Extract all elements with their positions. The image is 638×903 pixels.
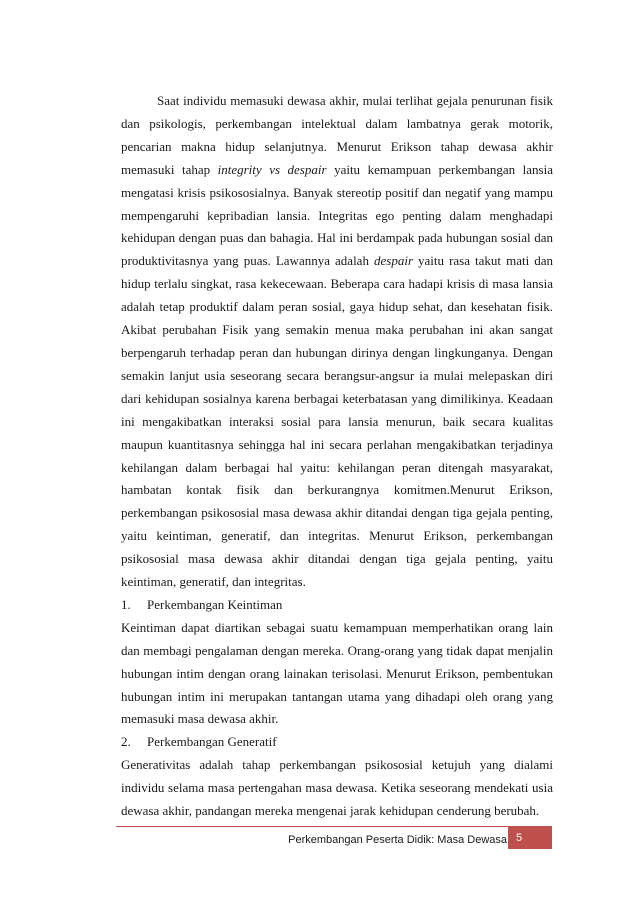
paragraph-text: yaitu rasa takut mati dan hidup terlalu singkat, rasa kekecewaan. Beberapa cara hadapi krisis di masa lansia adalah tetap produktif dalam peran sosial, gaya hidup sehat, dan kesehatan fisik. Akibat perubahan Fisik yang semakin menua maka perubahan ini akan sangat berpengaruh terhadap peran dan hubungan dirinya dengan lingkunganya. Dengan semakin lanjut usia seseorang secara berangsur-angsur ia mulai melepaskan diri dari kehidupan sosialnya karena berbagai keterbatasan yang dimilikinya. Keadaan ini mengakibatkan interaksi sosial para lansia menurun, baik secara kualitas maupun kuantitasnya sehingga hal ini secara perlahan mengakibatkan terjadinya kehilangan dalam berbagai hal yaitu: kehilangan peran ditengah masyarakat, hambatan kontak fisik dan berkurangnya komitmen.Menurut Erikson, perkembangan psikososial masa dewasa akhir ditandai dengan tiga gejala penting, yaitu keintiman, generatif, dan integritas. Menurut Erikson, perkembangan psikososial masa dewasa akhir ditandai dengan tiga gejala penting, yaitu keintiman, generatif, dan integritas. — [121, 253, 553, 590]
paragraph-intro — [121, 90, 553, 594]
section-title: Perkembangan Generatif — [147, 734, 277, 750]
section-heading-generatif — [121, 731, 553, 754]
italic-term-integrity-vs-despair: integrity vs despair — [217, 161, 327, 177]
italic-term-despair: despair — [374, 253, 413, 269]
section-number: 1. — [121, 596, 131, 612]
section-number: 2. — [121, 734, 131, 750]
footer-divider — [116, 826, 552, 827]
paragraph-keintiman: Keintiman dapat diartikan sebagai suatu kemampuan memperhatikan orang lain dan membagi pengalaman dengan mereka. Orang-orang yang tidak dapat menjalin hubungan intim dengan orang lainakan terisolasi. Menurut Erikson, pembentukan hubungan intim ini merupakan tantangan utama yang dihadapi oleh orang yang memasuki masa dewasa akhir. — [121, 619, 553, 727]
paragraph-text: Saat individu memasuki dewasa akhir, mulai terlihat gejala penurunan fisik dan psikologis, perkembangan intelektual dalam lambatnya gerak motorik, pencarian makna hidup selanjutnya. Menurut Erikson tahap dewasa akhir memasuki tahap — [121, 93, 553, 177]
page-number: 5 — [516, 832, 523, 844]
document-body — [121, 90, 553, 823]
page-number-badge — [508, 827, 552, 849]
section-heading-keintiman — [121, 594, 553, 617]
paragraph-generatif: Generativitas adalah tahap perkembangan psikososial ketujuh yang dialami individu selama masa pertengahan masa dewasa. Ketika seseorang mendekati usia dewasa akhir, pandangan mereka mengenai jarak kehidupan cenderung berubah. — [121, 757, 553, 819]
footer-title: Perkembangan Peserta Didik: Masa Dewasa — [288, 834, 507, 846]
section-title: Perkembangan Keintiman — [147, 596, 283, 612]
paragraph-text: yaitu kemampuan perkembangan lansia mengatasi krisis psikososialnya. Banyak stereotip positif dan negatif yang mampu mempengaruhi kepribadian lansia. Integritas ego penting dalam menghadapi kehidupan dengan puas dan bahagia. Hal ini berdampak pada hubungan sosial dan produktivitasnya yang puas. Lawannya adalah — [121, 161, 553, 269]
